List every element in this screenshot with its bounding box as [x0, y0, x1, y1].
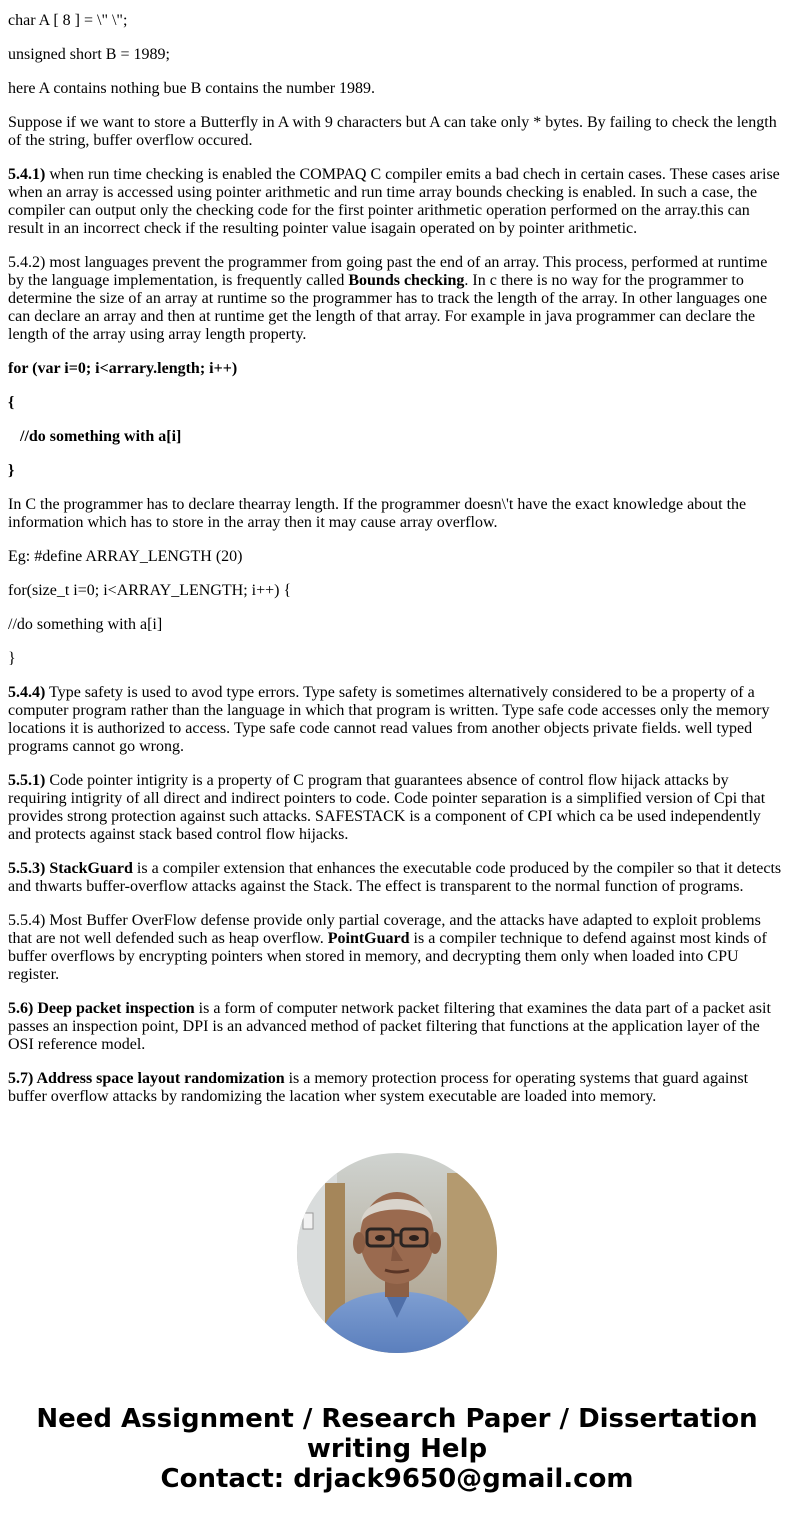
footer-line: writing Help — [306, 1434, 488, 1464]
section-label: 5.4.4) — [8, 684, 46, 701]
paragraph-text: when run time checking is enabled the COMPAQ C compiler emits a bad chech in certain cases. These cases arise when an array is accessed using pointer arithmetic and run time array bounds checking is enabled. In such a case, the compiler can output only the checking code for the first pointer arithmetic operation performed on the array.this can result in an incorrect check if the resulting pointer value isagain operated on by pointer arithmetic. — [8, 166, 780, 237]
footer-banner — [0, 1404, 794, 1494]
paragraph-char-decl: char A [ 8 ] = \" \"; — [8, 12, 128, 29]
paragraph-contents: here A contains nothing bue B contains the number 1989. — [8, 80, 376, 97]
paragraph-text: is a memory protection process for operating systems that guard against buffer overflow attacks by randomizing the lacation wher system executable are loaded into memory. — [8, 1070, 749, 1105]
term-bounds-checking: Bounds checking — [348, 272, 465, 289]
author-photo — [297, 1153, 497, 1353]
paragraph-text: 5.4.2) most languages prevent the programmer from going past the end of an array. This process, performed at runtime by the language implementation, is frequently called — [8, 254, 768, 289]
section-label: 5.5.1) — [8, 772, 46, 789]
footer-line: Need Assignment / Research Paper / Dissertation — [36, 1404, 758, 1434]
paragraph-5-7 — [8, 1070, 784, 1106]
code-line: Eg: #define ARRAY_LENGTH (20) — [8, 548, 243, 565]
paragraph-5-5-4 — [8, 912, 784, 984]
code-text: for (var i=0; i<arrary.length; i++) — [8, 360, 238, 377]
code-line: } — [8, 650, 16, 667]
code-text: //do something with a[i] — [20, 428, 182, 445]
paragraph-5-5-3 — [8, 860, 784, 896]
code-line — [8, 360, 784, 378]
section-label: 5.4.1) — [8, 166, 46, 183]
code-line: //do something with a[i] — [8, 616, 163, 633]
paragraph-text: . In c there is no way for the programmer to determine the size of an array at runtime so the programmer has to track the length of the array. In other languages one can declare an array and then at runtime get the length of that array. For example in java programmer can declare the length of the array using array length property. — [8, 272, 768, 343]
paragraph-text: is a form of computer network packet filtering that examines the data part of a packet asit passes an inspection point, DPI is an advanced method of packet filtering that functions at the application layer of the OSI reference model. — [8, 1000, 771, 1053]
paragraph-text: Code pointer intigrity is a property of C program that guarantees absence of control flow hijack attacks by requiring intigrity of all direct and indirect pointers to code. Code pointer separation is a simplified version of Cpi that provides strong protection against such attacks. SAFESTACK is a component of CPI which ca be used independently and protects against stack based control flow hijacks. — [8, 772, 766, 843]
code-text: { — [8, 394, 15, 411]
term-pointguard: PointGuard — [327, 930, 410, 947]
paragraph-butterfly: Suppose if we want to store a Butterfly in A with 9 characters but A can take only * bytes. By failing to check the length of the string, buffer overflow occured. — [8, 114, 777, 149]
code-line — [8, 462, 784, 480]
code-text: } — [8, 462, 15, 479]
paragraph-short-decl: unsigned short B = 1989; — [8, 46, 170, 63]
section-label: 5.5.3) StackGuard — [8, 860, 133, 877]
paragraph-5-6 — [8, 1000, 784, 1054]
paragraph-5-5-1 — [8, 772, 784, 844]
section-label: 5.7) Address space layout randomization — [8, 1070, 285, 1087]
paragraph-text: is a compiler technique to defend against most kinds of buffer overflows by encrypting pointers when stored in memory, and decrypting them only when loaded into CPU register. — [8, 930, 767, 983]
paragraph-5-4-4 — [8, 684, 784, 756]
paragraph-5-4-2 — [8, 254, 784, 344]
code-line: for(size_t i=0; i<ARRAY_LENGTH; i++) { — [8, 582, 292, 599]
section-label: 5.6) Deep packet inspection — [8, 1000, 195, 1017]
paragraph-5-4-1 — [8, 166, 784, 238]
footer-contact: Contact: drjack9650@gmail.com — [160, 1464, 634, 1494]
article-body — [8, 12, 784, 1122]
portrait-image — [297, 1153, 497, 1353]
paragraph-array-length: In C the programmer has to declare thearray length. If the programmer doesn\'t have the exact knowledge about the information which has to store in the array then it may cause array overflow. — [8, 496, 747, 531]
code-line — [8, 428, 784, 446]
paragraph-text: Type safety is used to avod type errors. Type safety is sometimes alternatively considered to be a property of a computer program rather than the language in which that program is written. Type safe code accesses only the memory locations it is authorized to access. Type safe code cannot read values from another objects private fields. well typed programs cannot go wrong. — [8, 684, 770, 755]
paragraph-text: is a compiler extension that enhances the executable code produced by the compiler so that it detects and thwarts buffer-overflow attacks against the Stack. The effect is transparent to the normal function of programs. — [8, 860, 782, 895]
paragraph-text: 5.5.4) Most Buffer OverFlow defense provide only partial coverage, and the attacks have adapted to exploit problems that are not well defended such as heap overflow. — [8, 912, 761, 947]
code-line — [8, 394, 784, 412]
